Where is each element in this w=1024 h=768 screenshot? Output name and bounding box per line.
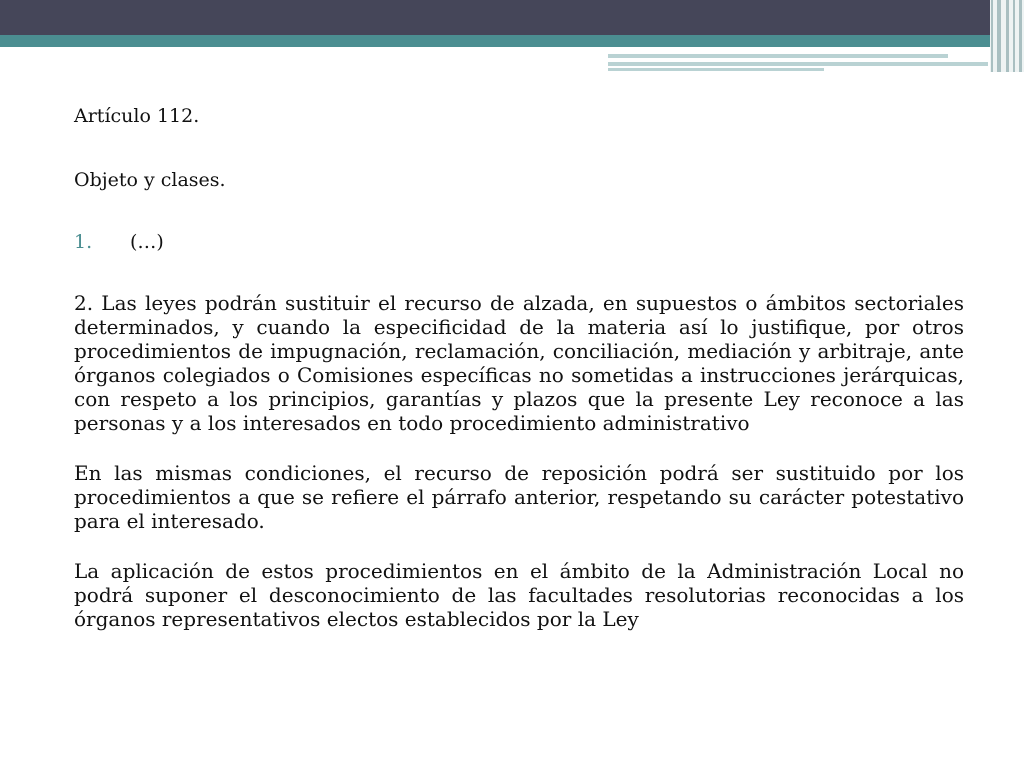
paragraph-reposition: En las mismas condiciones, el recurso de reposición podrá ser sustituido por los procedimientos a que se refiere el párrafo anterior, respetando su carácter potestativo para el interesado. [74,461,964,533]
list-number: 1. [74,231,93,253]
vertical-bar [1019,0,1022,72]
header-teal-band [0,35,1024,47]
vertical-bar [1006,0,1009,72]
header-accent-line [608,54,948,58]
header-vertical-bars [990,0,1024,72]
vertical-bar [1013,0,1015,72]
slide-content [74,104,964,657]
subject-heading: Objeto y clases. [74,169,226,191]
header-dark-band [0,0,1024,35]
article-heading: Artículo 112. [74,105,200,127]
paragraph-substitution: 2. Las leyes podrán sustituir el recurso de alzada, en supuestos o ámbitos sectoriales determinados, y cuando la especificidad de la materia así lo justifique, por otros procedimientos de impugnación, reclamación, conciliación, mediación y arbitraje, ante órganos colegiados o Comisiones específicas no sometidas a instrucciones jerárquicas, con respeto a los principios, garantías y plazos que la presente Ley reconoce a las personas y a los interesados en todo procedimiento administrativo [74,291,964,435]
header-accent-line [608,62,988,66]
list-text: (…) [130,231,164,253]
header-accent-line [608,68,824,71]
vertical-bar [997,0,1001,72]
list-item [74,230,964,254]
vertical-bar [991,0,993,72]
paragraph-local-administration: La aplicación de estos procedimientos en el ámbito de la Administración Local no podrá suponer el desconocimiento de las facultades resolutorias reconocidas a los órganos representativos electos establecidos por la Ley [74,559,964,631]
